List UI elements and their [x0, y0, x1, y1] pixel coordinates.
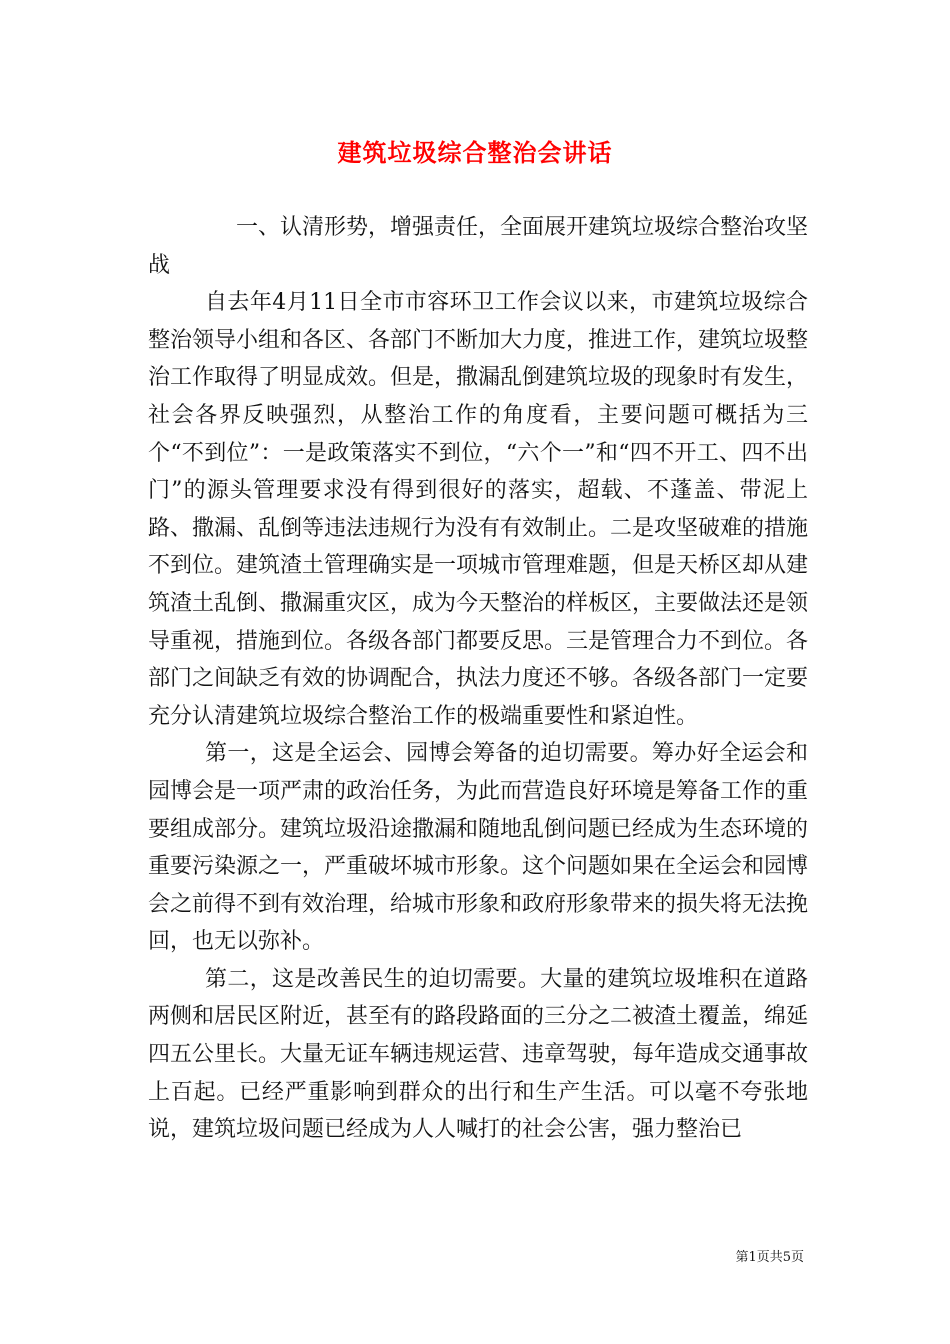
document-body [148, 209, 808, 1149]
section-heading: 一、认清形势，增强责任，全面展开建筑垃圾综合整治攻坚战 [148, 215, 809, 278]
document-title: 建筑垃圾综合整治会讲话 [337, 138, 613, 167]
paragraph-1: 自去年4月11日全市市容环卫工作会议以来，市建筑垃圾综合整治领导小组和各区、各部门不断加大力度，推进工作，建筑垃圾整治工作取得了明显成效。但是，撒漏乱倒建筑垃圾的现象时有发生，社会各界反映强烈，从整治工作的角度看，主要问题可概括为三个“不到位”：一是政策落实不到位，“六个一”和“四不开工、四不出门”的源头管理要求没有得到很好的落实，超载、不蓬盖、带泥上路、撒漏、乱倒等违法违规行为没有有效制止。二是攻坚破难的措施不到位。建筑渣土管理确实是一项城市管理难题，但是天桥区却从建筑渣土乱倒、撒漏重灾区，成为今天整治的样板区，主要做法还是领导重视，措施到位。各级各部门都要反思。三是管理合力不到位。各部门之间缺乏有效的协调配合，执法力度还不够。各级各部门一定要充分认清建筑垃圾综合整治工作的极端重要性和紧迫性。 [148, 290, 809, 729]
paragraph-2: 第一，这是全运会、园博会筹备的迫切需要。筹办好全运会和园博会是一项严肃的政治任务，为此而营造良好环境是筹备工作的重要组成部分。建筑垃圾沿途撒漏和随地乱倒问题已经成为生态环境的重要污染源之一，严重破坏城市形象。这个问题如果在全运会和园博会之前得不到有效治理，给城市形象和政府形象带来的损失将无法挽回，也无以弥补。 [148, 741, 809, 955]
page-number: 第1页共5页 [735, 1250, 804, 1265]
paragraph-3: 第二，这是改善民生的迫切需要。大量的建筑垃圾堆积在道路两侧和居民区附近，甚至有的路段路面的三分之二被渣土覆盖，绵延四五公里长。大量无证车辆违规运营、违章驾驶，每年造成交通事故上百起。已经严重影响到群众的出行和生产生活。可以毫不夸张地说，建筑垃圾问题已经成为人人喊打的社会公害，强力整治已 [148, 966, 809, 1143]
